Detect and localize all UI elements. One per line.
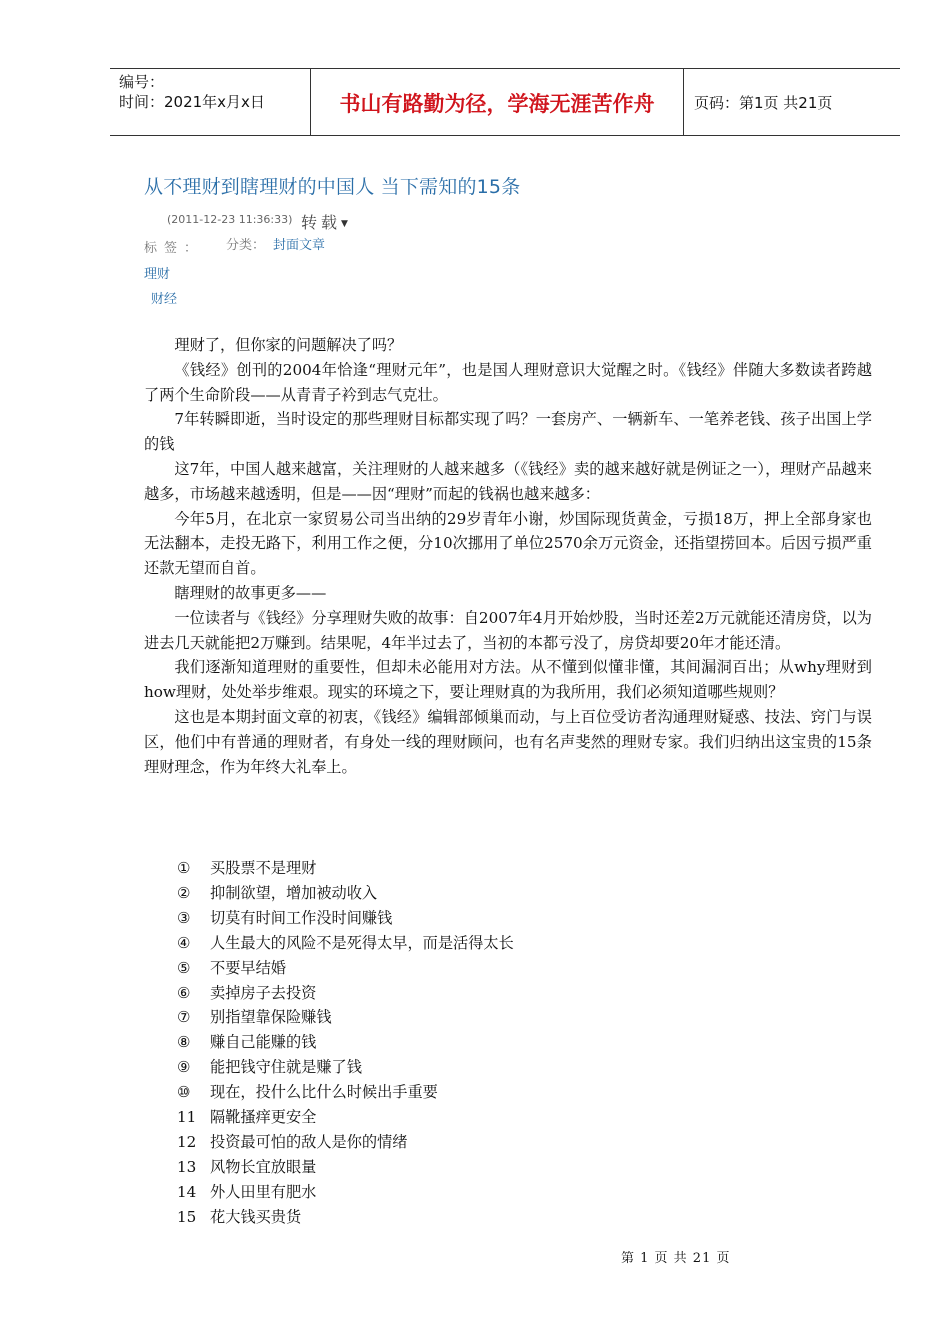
page-header <box>110 68 900 136</box>
list-number: ⑥ <box>177 983 191 1002</box>
list-number: ② <box>177 883 191 902</box>
list-number: ③ <box>177 908 191 927</box>
list-number: 14 <box>177 1182 197 1201</box>
list-item <box>177 956 514 981</box>
header-time: 时间：2021年x月x日 <box>119 93 265 111</box>
paragraph: 理财了，但你家的问题解决了吗？ <box>174 336 403 354</box>
repost-button[interactable] <box>301 210 348 233</box>
list-number: ④ <box>177 933 191 952</box>
list-number: ① <box>177 859 191 877</box>
header-number: 编号： <box>119 73 165 91</box>
list-text: 赚自己能赚的钱 <box>210 1033 317 1052</box>
list-item <box>177 931 514 956</box>
caret-down-icon: ▼ <box>341 219 348 229</box>
article-date: (2011-12-23 11:36:33) <box>167 213 293 226</box>
header-motto: 书山有路勤为径，学海无涯苦作舟 <box>311 69 684 135</box>
paragraph: 一位读者与《钱经》分享理财失败的故事：自2007年4月开始炒股，当时还差2万元就能还清房贷，以为进去几天就能把2万赚到。结果呢，4年半过去了，当初的本都亏没了，房贷却要20年才能还清。 <box>144 608 872 652</box>
list-item <box>177 1005 514 1030</box>
article-title: 从不理财到瞎理财的中国人 当下需知的15条 <box>144 176 521 198</box>
paragraph: 7年转瞬即逝，当时设定的那些理财目标都实现了吗？一套房产、一辆新车、一笔养老钱、孩子出国上学的钱 <box>144 410 872 454</box>
list-item <box>177 1130 514 1155</box>
list-number: ⑦ <box>177 1008 191 1027</box>
list-text: 投资最可怕的敌人是你的情绪 <box>210 1132 408 1151</box>
paragraph: 《钱经》创刊的2004年恰逢“理财元年”，也是国人理财意识大觉醒之时。《钱经》伴随大多数读者跨越了两个生命阶段——从青青子衿到志气克壮。 <box>144 360 872 404</box>
list-number: 13 <box>177 1157 197 1176</box>
paragraph: 这7年，中国人越来越富，关注理财的人越来越多（《钱经》卖的越来越好就是例证之一），理财产品越来越多，市场越来越透明，但是——因“理财”而起的钱祸也越来越多： <box>144 459 872 503</box>
list-number: ⑨ <box>177 1058 191 1077</box>
list-text: 买股票不是理财 <box>210 859 317 877</box>
list-text: 花大钱买贵货 <box>210 1207 302 1226</box>
list-text: 抑制欲望，增加被动收入 <box>210 883 378 902</box>
list-item <box>177 1155 514 1180</box>
list-number: 11 <box>177 1108 197 1127</box>
page-footer: 第 1 页 共 21 页 <box>621 1251 731 1266</box>
list-item <box>177 1055 514 1080</box>
list-text: 现在，投什么比什么时候出手重要 <box>210 1083 438 1102</box>
paragraph: 今年5月，在北京一家贸易公司当出纳的29岁青年小谢，炒国际现货黄金，亏损18万，押上全部身家也无法翻本，走投无路下，利用工作之便，分10次挪用了单位2570余万元资金，还指望捞回本。后因亏损严重还款无望而自首。 <box>144 509 872 578</box>
category-link[interactable]: 封面文章 <box>273 238 326 253</box>
list-text: 切莫有时间工作没时间赚钱 <box>210 908 393 927</box>
list-number: ⑩ <box>177 1083 191 1102</box>
list-item <box>177 1105 514 1130</box>
list-number: 15 <box>177 1207 197 1226</box>
paragraph: 这也是本期封面文章的初衷，《钱经》编辑部倾巢而动，与上百位受访者沟通理财疑惑、技法、窍门与误区，他们中有普通的理财者，有身处一线的理财顾问，也有名声斐然的理财专家。我们归纳出这宝贵的15条理财理念，作为年终大礼奉上。 <box>144 707 872 776</box>
paragraph: 我们逐渐知道理财的重要性，但却未必能用对方法。从不懂到似懂非懂，其间漏洞百出；从why理财到how理财，处处举步维艰。现实的环境之下，要让理财真的为我所用，我们必须知道哪些规则？ <box>144 658 872 702</box>
list-number: ⑧ <box>177 1033 191 1052</box>
header-page-number: 页码：第1页 共21页 <box>694 93 833 112</box>
list-text: 卖掉房子去投资 <box>210 983 317 1002</box>
paragraph: 瞎理财的故事更多—— <box>174 583 327 602</box>
list-item <box>177 1080 514 1105</box>
list-item <box>177 1180 514 1205</box>
principles-list <box>177 856 514 1230</box>
list-text: 隔靴搔痒更安全 <box>210 1108 317 1127</box>
repost-label: 转载 <box>301 213 342 232</box>
list-item <box>177 906 514 931</box>
list-text: 风物长宜放眼量 <box>210 1157 317 1176</box>
list-item <box>177 981 514 1006</box>
tag-link-caijing[interactable]: 财经 <box>151 292 178 307</box>
tags-label: 标签： <box>144 241 205 256</box>
list-item <box>177 856 514 881</box>
list-text: 别指望靠保险赚钱 <box>210 1008 332 1027</box>
list-number: ⑤ <box>177 958 191 977</box>
category-label: 分类： <box>226 238 266 253</box>
article-body <box>144 333 872 779</box>
list-item <box>177 1030 514 1055</box>
list-number: 12 <box>177 1132 197 1151</box>
list-item <box>177 881 514 906</box>
header-info-cell <box>110 69 311 135</box>
list-text: 外人田里有肥水 <box>210 1182 317 1201</box>
list-item <box>177 1205 514 1230</box>
list-text: 能把钱守住就是赚了钱 <box>210 1058 362 1077</box>
tag-link-licai[interactable]: 理财 <box>144 267 171 282</box>
list-text: 人生最大的风险不是死得太早，而是活得太长 <box>210 933 514 952</box>
list-text: 不要早结婚 <box>210 958 286 977</box>
